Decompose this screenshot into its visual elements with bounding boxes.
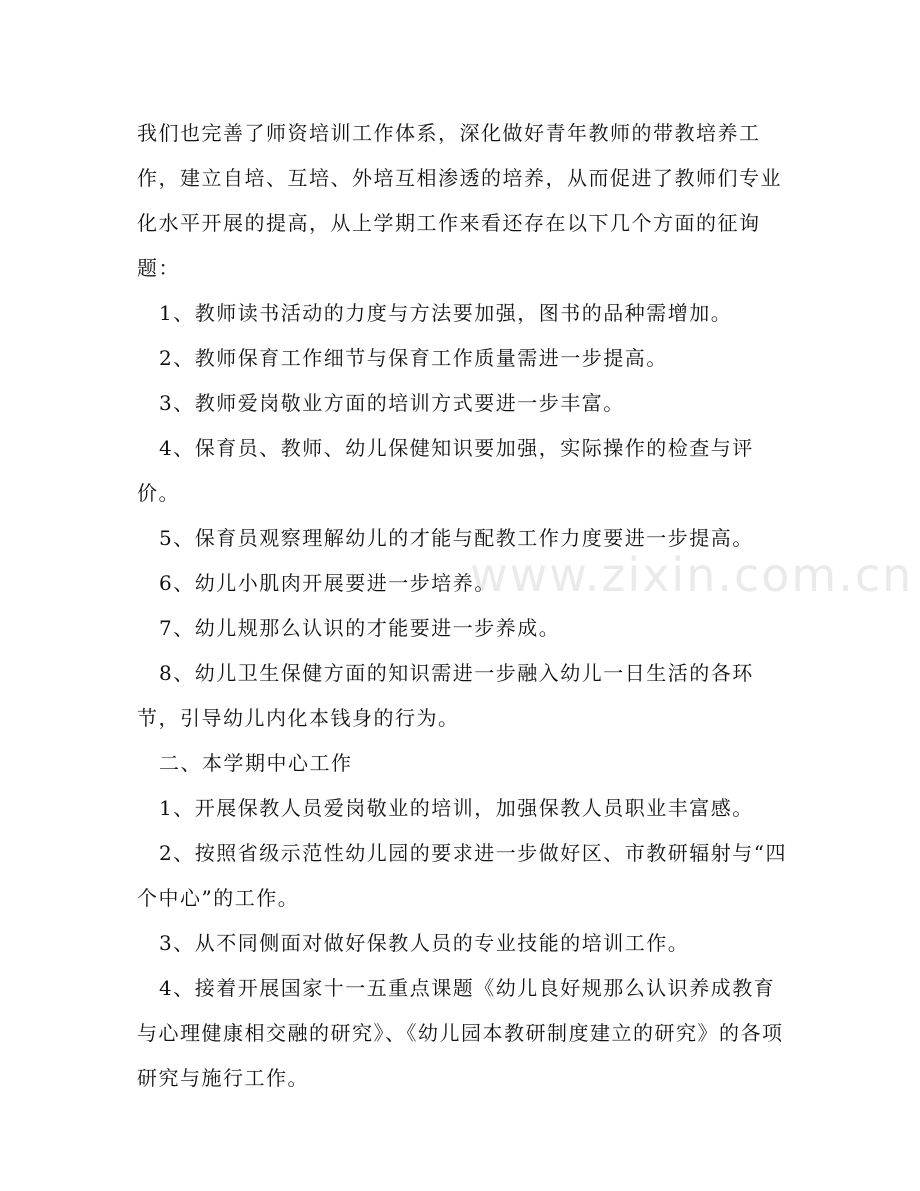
issue-item-4: 4、保育员、教师、幼儿保健知识要加强，实际操作的检查与评价。: [137, 436, 754, 505]
section-heading: 二、本学期中心工作: [159, 751, 353, 775]
task-item-4: 4、接着开展国家十一五重点课题《幼儿良好规那么认识养成教育与心理健康相交融的研究》、《幼儿园本教研制度建立的研究》的各项研究与施行工作。: [137, 976, 784, 1090]
issue-item-1: 1、教师读书活动的力度与方法要加强，图书的品种需增加。: [159, 301, 733, 325]
issue-item-3: 3、教师爱岗敬业方面的培训方式要进一步丰富。: [159, 391, 625, 415]
intro-paragraph: 我们也完善了师资培训工作体系，深化做好青年教师的带教培养工作，建立自培、互培、外培互相渗透的培养，从而促进了教师们专业化水平开展的提高，从上学期工作来看还存在以下几个方面的征询题：: [137, 121, 782, 280]
task-item-2: 2、按照省级示范性幼儿园的要求进一步做好区、市教研辐射与“四个中心”的工作。: [137, 841, 787, 910]
watermark: www.zixin.com.cn: [470, 548, 914, 602]
issue-item-8: 8、幼儿卫生保健方面的知识需进一步融入幼儿一日生活的各环节，引导幼儿内化本钱身的行为。: [137, 661, 754, 730]
task-item-3: 3、从不同侧面对做好保教人员的专业技能的培训工作。: [159, 931, 690, 955]
issue-item-6: 6、幼儿小肌肉开展要进一步培养。: [159, 571, 496, 595]
issue-item-5: 5、保育员观察理解幼儿的才能与配教工作力度要进一步提高。: [159, 526, 754, 550]
task-item-1: 1、开展保教人员爱岗敬业的培训，加强保教人员职业丰富感。: [159, 796, 754, 820]
issue-item-2: 2、教师保育工作细节与保育工作质量需进一步提高。: [159, 346, 668, 370]
issue-item-7: 7、幼儿规那么认识的才能要进一步养成。: [159, 616, 561, 640]
document-body: [137, 111, 792, 1101]
